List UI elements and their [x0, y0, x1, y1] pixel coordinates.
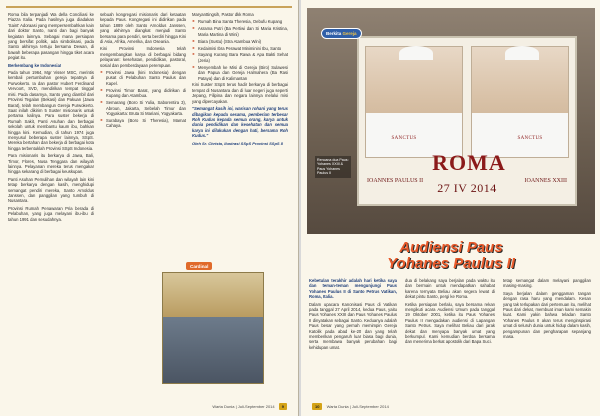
paragraph: Provinsi Rumah Penawaran Pria berada di Pelabuhan, yang juga melayani ibu-ibu di tahun 1991 dan sesudahnya.	[8, 205, 94, 222]
right-column-2	[405, 278, 495, 406]
zucchetto-right	[505, 46, 539, 60]
list-item: ► Provinsi Jawa (kini Indonesia) dengan pusat di Pelabuhan Santo Paulus dan Kapel.	[100, 70, 186, 86]
photo-background	[163, 273, 263, 319]
headline-line-1: Audiensi Paus	[399, 239, 503, 256]
portrait-right	[471, 46, 569, 158]
paragraph: Para misionaris itu berkarya di Jawa, Bali, Timor, Flores, Nusa Tenggara dan wilayah lainnya. Pelayanan mereka terus mengakar hingga sekarang di berbagai keuskupan.	[8, 153, 94, 175]
portrait-left	[365, 46, 463, 158]
subheading: Berkembang ke Indonesia!	[8, 62, 62, 68]
page-number: 10	[312, 403, 322, 410]
photo-people	[163, 317, 263, 383]
list-item: ► Rumah Bina Santa Theresia, Oebufu Kupang	[192, 19, 288, 24]
photo-tag: Cardinal	[186, 262, 212, 270]
list-item: ► Kedaimisi Ibra Perawat Miniminini Ibu, Santo	[192, 46, 288, 51]
hero-photo	[307, 8, 595, 234]
left-column-1	[8, 12, 94, 404]
banner-name-left: IOANNES PAULUS II	[367, 178, 424, 184]
list-item: ► Surabaya (Boro Si Theresia), Mamat Cahaya.	[100, 118, 186, 129]
right-column-1	[309, 278, 397, 406]
lead-paragraph: Kebetulan terakhir adalah hari ketika saya dan teman-teman mengunjungi Paus Yohanes Paulus II di Santo Petrus Vatikan, Roma, Italia.	[309, 278, 397, 300]
cardinal-photo	[162, 272, 264, 384]
list-item: ► Biara (Sustu) (Stra Atambua Wini)	[192, 39, 288, 44]
section-rubric	[321, 28, 362, 39]
quote: "Semangat kasih ini, warisan rohani yang terus dibagikan kepada sesama, pemberian terbesar Roh Kudus kepada semua orang, karya untuk dunia pendidikan dan kesehatan dan semua karya ini dilakukan dengan hati, bersama Roh Kudus."	[192, 106, 288, 139]
footer-text: Warta Dunia | Juli-September 2014	[326, 404, 389, 409]
list-item: ► Provinsi Timor Barat, yang didirikan di Kupang dan Atambua.	[100, 88, 186, 99]
bullet-list	[192, 19, 288, 81]
paragraph: dua di belakang saya berjalan pada waktu itu dan bermain untuk mendapatkan sahabat karena ternyata Beliau akan segera lewat di dekat pintu Santo, pergi ke Roma.	[405, 278, 495, 300]
paragraph: Panti Asuhan Pemulihan dan wilayah lain kini tetap berkarya dengan kasih, menghidupi semangat pendiri mereka, Santo Arnoldus Janssen, dan panggilan yang tumbuh di Nusantara.	[8, 176, 94, 204]
list-item: ► Menyembah ke Misi di Gereja (Biro) Sulawesi dan Papua dan Gereja Halmahera (Ba Rasi Pataya) dan di Kalimantan	[192, 65, 288, 81]
banner-date: 27 IV 2014	[437, 181, 497, 195]
paragraph: Saya berjalan dalam genggaman tangan dengan rasa haru yang mendalam. Kesan yang tak terlupakan dari pertemuan itu, melihat Paus dari dekat, membuat iman kami semakin kuat. Kami yakin bahwa teladan Santo Yohanes Paulus II akan terus menginspirasi umat di seluruh dunia untuk hidup dalam kasih, pengampunan dan pengharapan sepanjang masa.	[503, 290, 591, 340]
rubric-label-b: Gereja	[342, 31, 357, 36]
banner-roma: ROMA	[432, 150, 506, 175]
paragraph: tetap semangat dalam melayani panggilan masing-masing.	[503, 278, 591, 289]
right-column-3	[503, 278, 591, 406]
page-number: 9	[279, 403, 287, 410]
article-headline	[307, 240, 595, 272]
paragraph: Ketika persiapan berlalu, saya bersama rekan mengikuti acara Audiensi Umum pada tanggal 19 Oktober 2001, ketika itu Paus Yohanes Paulus II mengadakan audiensi di Lapangan Santo Petrus. Saya melihat Beliau dari jarak dekat dan menyapa banyak umat yang berkumpul. Kami kemudian berdoa bersama dan menerima berkat apostolik dari Bapa Suci.	[405, 301, 495, 345]
left-column-2	[100, 12, 186, 267]
byline: Oleh Sr. Christa, Ilustrasi SSpS Provinsi SSpS 8	[192, 140, 283, 146]
footer-text: Warta Dunia | Juli-September 2014	[212, 404, 275, 409]
zucchetto-left	[399, 46, 433, 60]
paragraph: Kini Suster SSpS terus hadir berkarya di berbagai tempat di Nusantara dan di luar negeri juga seperti Jepang, Filipina dan negara lainnya melalui misi yang dipercayakan.	[192, 82, 288, 104]
banner-name-right: IOANNES XXIII	[524, 178, 567, 184]
left-footer	[212, 403, 290, 410]
banner-sanctus-left: SANCTUS	[391, 136, 417, 141]
banner-sanctus-right: SANCTUS	[517, 136, 543, 141]
bullet-list	[100, 70, 186, 129]
paragraph: Dalam upacara Kanonisasi Paus di Vatikan pada tanggal 27 April 2014, kedua Paus, yaitu Paus Yohanes XXIII dan Paus Yohanes Paulus II dinyatakan sebagai Santo. Keduanya adalah Paus besar yang pernah memimpin Gereja Katolik pada abad ke-20 dan yang telah memberikan pengaruh luar biasa bagi dunia, serta membawa banyak perubahan bagi kehidupan umat.	[309, 301, 397, 350]
left-page	[0, 0, 299, 416]
canonization-banner	[357, 36, 577, 206]
list-item: ► Sayang Kurang Bara Rawa & Apa Bakti Sehat (Jeria)	[192, 52, 288, 63]
left-column-3	[192, 12, 288, 267]
top-rule	[6, 6, 292, 8]
right-page	[301, 0, 600, 416]
paragraph: Kini Provinsi Indonesia telah mengembangkan karya di berbagai bidang pelayanan: kesehatan, pendidikan, pastoral, sosial dan pemberdayaan perempuan.	[100, 46, 186, 68]
list-item: ► Asrama Putri (Ba Pertiwi dan Si Maria Kristina, Maria Martina di Wini)	[192, 26, 288, 37]
paragraph: Maryanttingsih, Pastor dkk Roma	[192, 12, 254, 17]
headline-line-2: Yohanes Paulus II	[387, 255, 515, 272]
paragraph: sebuah kongregasi misionaris dari ketaatan kepada Paus. Kongregasi ini didirikan pada tahun 1889 oleh Santo Arnoldus Janssen, yang akhirnya diangkat menjadi Santo bersama para pendiri, serta berdiri hingga Kini di Asia, Afrika, Amerika, dan Oseania.	[100, 12, 186, 45]
rubric-label-a: Berkita	[326, 31, 342, 36]
list-item: ► Semarang (Boro Si Yulia, Saborentira 3), Abroun, Jakarta, Sebelah Timur dan Yogyakarta: Bruta Si Mariani, Yogyakarta.	[100, 100, 186, 116]
right-footer	[309, 403, 389, 410]
photo-caption: Rencana dua Paus: Yohanes XXIII & Paus Yohanes Paulus II	[315, 156, 351, 178]
paragraph: Roma bila terpanjadi Wa della Conciliasi ke Piazza Italia. Pada hasilnya juga diadakan 'Saint' Adoraasi yang mempersembahkan kain dari doktor Santo, nanti dan bagi banyak kegiatan lainnya. Sebagai mana persiapan yang bersifat politik, ada simbolisasi, pada Santo akhirnya tertuju bersama Dewan, di bawah beberapa pasangan hingga tiket acara pegiat itu.	[8, 12, 94, 61]
paragraph: Pada tahun 1964, Mgr Visser MSC, merintis kembali pertumbuhan gereja tepatnya di Purwokerto. Ia dan pastor Hubert Ferdinand Vervoort, SVD, mendirikan tempat tinggal misi. Pada dasarnya, Santo yang diambil dari Provinsi Tegalan (Bekasi) dan Pakuan (Jawa Barat), telah membangun Gereja Purwokerto. Saat inilah dikirim 5 Suster misionaris untuk pertama kalinya. Para suster bekerja di Rumah Sakit, Panti Asuhan dan berbagai sekolah untuk membantu kaum ibu, bahkan hingga kini. Kemudian, di tahun 1974 juga menyusul beberapa suster lainnya, SSpS. Mereka bertahan dan bekerja di berbagai kota hingga terbentuklah Provinsi SSpS Indonesia.	[8, 70, 94, 151]
